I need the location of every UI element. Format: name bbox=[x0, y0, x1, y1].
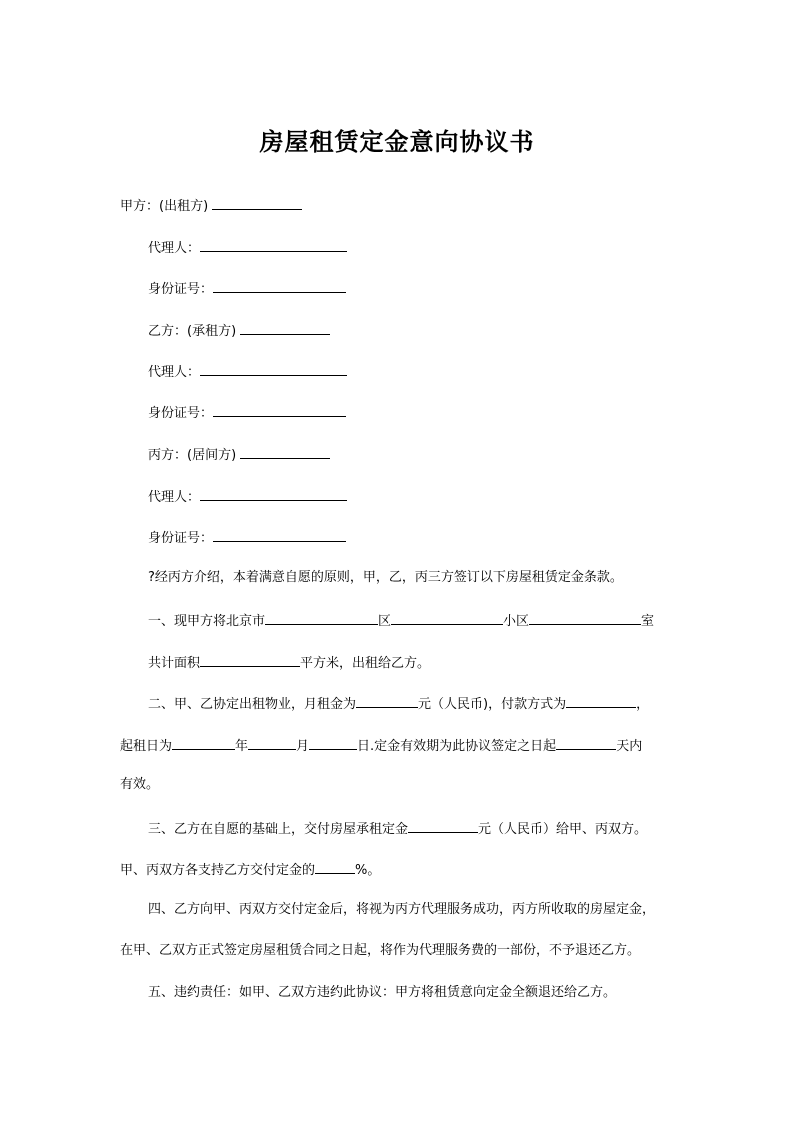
party-b-agent-blank[interactable] bbox=[200, 361, 347, 376]
agent-label: 代理人： bbox=[148, 241, 201, 256]
party-a-id-blank[interactable] bbox=[213, 278, 346, 293]
year-label: 年 bbox=[235, 739, 249, 754]
clause-3-prefix: 三、乙方在自愿的基础上，交付房屋承租定金 bbox=[148, 822, 409, 837]
area-suffix: 平方米，出租给乙方。 bbox=[300, 656, 431, 671]
days-label: 天内 bbox=[616, 739, 643, 754]
party-b-agent-line bbox=[148, 361, 347, 382]
id-label: 身份证号： bbox=[148, 406, 214, 421]
agent-label: 代理人： bbox=[148, 365, 201, 380]
room-label: 室 bbox=[641, 614, 655, 629]
community-blank[interactable] bbox=[391, 610, 503, 625]
clause-2-prefix: 二、甲、乙协定出租物业，月租金为 bbox=[148, 697, 357, 712]
clause-3-tail: 元（人民币）给甲、丙双方。 bbox=[478, 822, 648, 837]
clause-1-prefix: 一、现甲方将北京市 bbox=[148, 614, 266, 629]
percent-label: %。 bbox=[355, 863, 381, 878]
party-c-agent-line bbox=[148, 486, 347, 507]
clause-3-line-1 bbox=[148, 818, 647, 839]
clause-4-line-1: 四、乙方向甲、丙双方交付定金后，将视为丙方代理服务成功，丙方所收取的房屋定金， bbox=[148, 902, 656, 917]
party-b-line bbox=[148, 320, 330, 341]
party-a-line bbox=[120, 195, 302, 216]
party-c-blank[interactable] bbox=[240, 444, 330, 459]
district-blank[interactable] bbox=[265, 610, 378, 625]
party-b-label: 乙方：(承租方) bbox=[148, 324, 237, 339]
clause-2-line-1 bbox=[148, 693, 649, 714]
party-c-agent-blank[interactable] bbox=[200, 486, 347, 501]
party-a-label: 甲方：(出租方) bbox=[120, 199, 209, 214]
party-c-id-line bbox=[148, 527, 346, 548]
community-label: 小区 bbox=[503, 614, 530, 629]
party-a-blank[interactable] bbox=[212, 195, 302, 210]
party-c-id-blank[interactable] bbox=[213, 527, 346, 542]
clause-2-line-2 bbox=[120, 735, 642, 756]
party-a-agent-line bbox=[148, 237, 347, 258]
start-year-blank[interactable] bbox=[172, 735, 235, 750]
agent-label: 代理人： bbox=[148, 490, 201, 505]
party-c-label: 丙方：(居间方) bbox=[148, 448, 237, 463]
currency-label: 元（人民币)，付款方式为 bbox=[418, 697, 567, 712]
valid-days-blank[interactable] bbox=[556, 735, 616, 750]
day-tail: 日.定金有效期为此协议签定之日起 bbox=[357, 739, 557, 754]
id-label: 身份证号： bbox=[148, 531, 214, 546]
clause-1-line-2 bbox=[148, 652, 430, 673]
month-label: 月 bbox=[296, 739, 310, 754]
clause-4-line-2: 在甲、乙双方正式签定房屋租赁合同之日起，将作为代理服务费的一部份，不予退还乙方。 bbox=[120, 943, 641, 958]
party-a-agent-blank[interactable] bbox=[200, 237, 347, 252]
clause-3-line-2-prefix: 甲、丙双方各支持乙方交付定金的 bbox=[120, 863, 316, 878]
clause-1-line-1 bbox=[148, 610, 654, 631]
start-day-blank[interactable] bbox=[309, 735, 357, 750]
rent-blank[interactable] bbox=[356, 693, 418, 708]
party-b-id-line bbox=[148, 402, 346, 423]
district-label: 区 bbox=[378, 614, 392, 629]
percent-blank[interactable] bbox=[315, 859, 355, 874]
clause-2-line-3: 有效。 bbox=[120, 777, 160, 792]
payment-method-blank[interactable] bbox=[566, 693, 636, 708]
area-blank[interactable] bbox=[200, 652, 300, 667]
id-label: 身份证号： bbox=[148, 282, 214, 297]
comma: ， bbox=[636, 697, 650, 712]
clause-5-line: 五、违约责任：如甲、乙双方违约此协议：甲方将租赁意向定金全额退还给乙方。 bbox=[148, 985, 617, 1000]
party-a-id-line bbox=[148, 278, 346, 299]
party-b-blank[interactable] bbox=[240, 320, 330, 335]
clause-3-line-2 bbox=[120, 859, 380, 880]
start-prefix: 起租日为 bbox=[120, 739, 173, 754]
deposit-blank[interactable] bbox=[408, 818, 478, 833]
room-blank[interactable] bbox=[529, 610, 641, 625]
document-title: 房屋租赁定金意向协议书 bbox=[259, 127, 535, 156]
start-month-blank[interactable] bbox=[248, 735, 296, 750]
party-c-line bbox=[148, 444, 330, 465]
area-prefix: 共计面积 bbox=[148, 656, 201, 671]
party-b-id-blank[interactable] bbox=[213, 402, 346, 417]
intro-paragraph: ?经丙方介绍，本着满意自愿的原则，甲，乙，丙三方签订以下房屋租赁定金条款。 bbox=[148, 570, 623, 585]
